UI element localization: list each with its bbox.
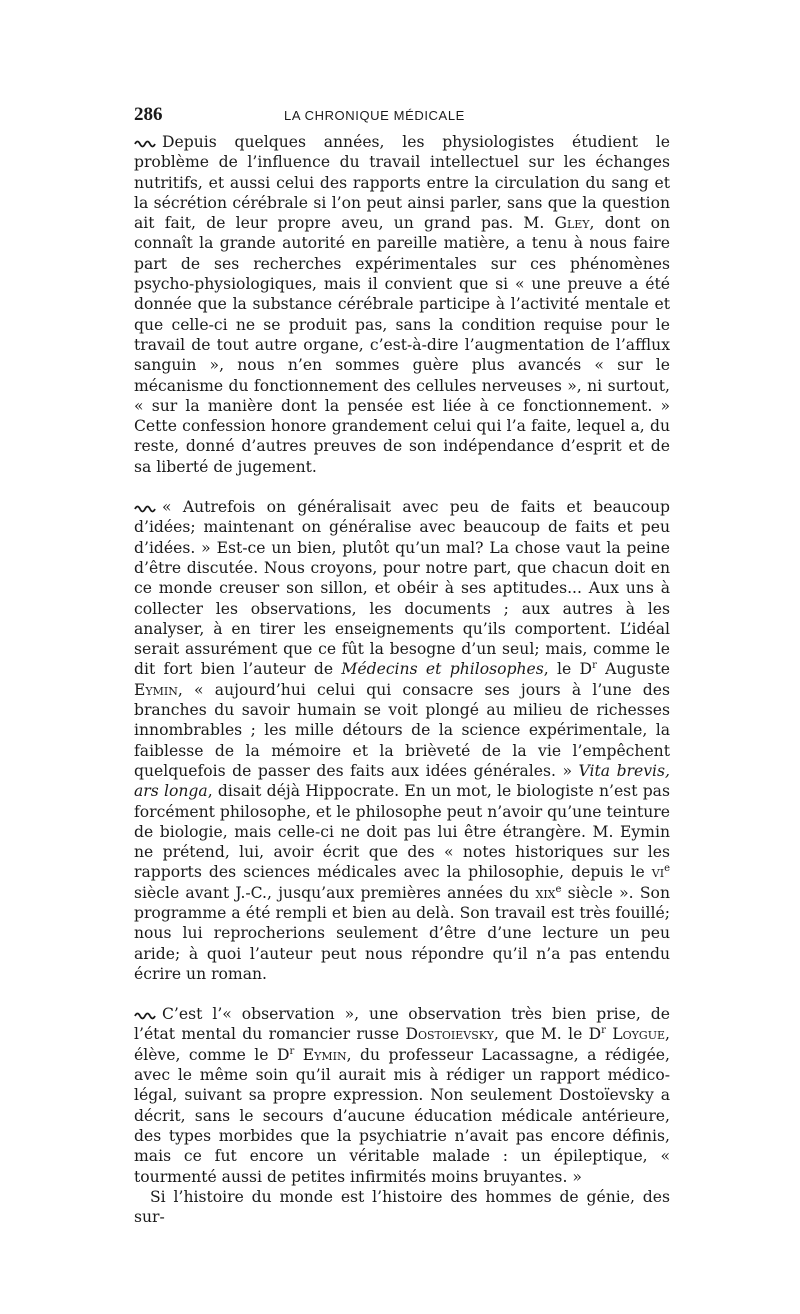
roman-numeral-xix: xix (535, 883, 556, 902)
superscript-r: r (592, 660, 597, 672)
paragraph3-text-a: C’est l’« observation », une observation très bien prise, de l’état mental du romancier russe (134, 1005, 670, 1044)
paragraph1-text-b: , dont on connaît la grande autorité en pareille matière, a tenu à nous faire part de ses recherches expérimentales sur ces phénomènes psycho-physiologiques, mais il convient que si « une preuve a été donnée que la substance cérébrale participe à l’activité mentale et que celle-ci ne se produit pas, sans la condition requise pour le travail de tout autre organe, c’est-à-dire l’augmentation de l’afflux sanguin », nous n’en sommes guère plus avancés « sur le mécanisme du fonctionnement des cellules nerveuses », ni surtout, « sur la manière dont la pensée est liée à ce fonctionnement. » Cette confession honore grandement celui qui l’a faite, lequel a, du reste, donné d’autres preuves de son indépendance d’esprit et de sa liberté de jugement. (134, 214, 670, 476)
paragraph2-text-f: siècle avant J.-C., jusqu’aux premières années du (134, 883, 536, 902)
paragraph-eymin-review (134, 497, 670, 984)
paragraph2-text-c: Auguste (596, 660, 670, 679)
paragraph3-text-b: , que M. le D (493, 1025, 602, 1044)
paragraph-physiologists (134, 132, 670, 477)
wavy-line-icon (134, 138, 156, 148)
journal-title: LA CHRONIQUE MÉDICALE (284, 108, 465, 123)
page-number: 286 (134, 104, 163, 125)
paragraph2-text-b: , le D (543, 660, 593, 679)
paragraph-dostoievsky (134, 1004, 670, 1187)
paragraph2-text-d: , « aujourd’hui celui qui consacre ses jours à l’une des branches du savoir humain se voit plongé au milieu de richesses innombrables ; les mille détours de la science expérimentale, la faiblesse de la mémoire et la brièveté de la vie l’empêchent quelquefois de passer des faits aux idées générales. » (134, 680, 670, 780)
paragraph3-text-e (294, 1046, 302, 1064)
author-name-dostoievsky: Dostoievsky (405, 1025, 494, 1044)
author-name-eymin: Eymin (134, 680, 178, 699)
paragraph3-text-f: , du professeur Lacassagne, a rédigée, avec le même soin qu’il aurait mis à rédiger un rapport médico-légal, suivant sa propre expression. Non seulement Dostoïevsky a décrit, sans le secours d’aucune éducation médicale antérieure, des types morbides que la psychiatrie n’avait pas encore définis, mais ce fut encore un véritable malade : un épileptique, « tourmenté aussi de petites infirmités moins bruyantes. » (134, 1045, 670, 1186)
superscript-r: r (289, 1045, 295, 1057)
author-name-loygue: Loygue (612, 1025, 666, 1044)
running-head (134, 100, 670, 126)
wavy-line-icon (134, 1010, 156, 1020)
book-title: Médecins et philosophes (341, 660, 544, 679)
author-name-gley: Gley (554, 214, 590, 233)
paragraph-continuation (134, 1187, 670, 1228)
roman-numeral-vi: vi (651, 863, 665, 882)
superscript-e: e (555, 883, 562, 895)
latin-quote: Vita brevis, ars longa (134, 761, 670, 801)
paragraph2-text-g: siècle ». Son programme a été rempli et bien au delà. Son travail est très fouillé; nous lui reprocherions seulement d’être d’une lecture un peu aride; à quoi l’auteur peut nous répondre qu’il n’a pas entendu écrire un roman. (134, 883, 670, 983)
paragraph3-text-d: , élève, comme le D (134, 1025, 670, 1064)
paragraph3-text-g: Si l’histoire du monde est l’histoire des hommes de génie, des sur- (134, 1187, 670, 1227)
author-name-eymin: Eymin (302, 1045, 347, 1064)
book-page (134, 100, 670, 1227)
superscript-e: e (664, 863, 670, 875)
paragraph2-text-a: « Autrefois on généralisait avec peu de faits et beaucoup d’idées; maintenant on généralise avec beaucoup de faits et peu d’idées. » Est-ce un bien, plutôt qu’un mal? La chose vaut la peine d’être discutée. Nous croyons, pour notre part, que chacun doit en ce monde creuser son sillon, et obéir à ses aptitudes... Aux uns à collecter les observations, les documents ; aux autres à les analyser, à en tirer les enseignements qu’ils comportent. L’idéal serait assurément que ce fût la besogne d’un seul; mais, comme le dit fort bien l’auteur de (134, 498, 670, 679)
paragraph1-text-a: Depuis quelques années, les physiologistes étudient le problème de l’influence du travail intellectuel sur les échanges nutritifs, et aussi celui des rapports entre la circulation du sang et la sécrétion cérébrale si l’on peut ainsi parler, sans que la question ait fait, de leur propre aveu, un grand pas. M. (134, 133, 670, 233)
superscript-r: r (601, 1025, 606, 1037)
wavy-line-icon (134, 503, 156, 513)
paragraph2-text-e: , disait déjà Hippocrate. En un mot, le biologiste n’est pas forcément philosophe, et le philosophe peut n’avoir qu’une teinture de biologie, mais celle-ci ne doit pas lui être étrangère. M. Eymin ne prétend, lui, avoir écrit que des « notes historiques sur les rapports des sciences médicales avec la philosophie, depuis le (134, 782, 670, 882)
